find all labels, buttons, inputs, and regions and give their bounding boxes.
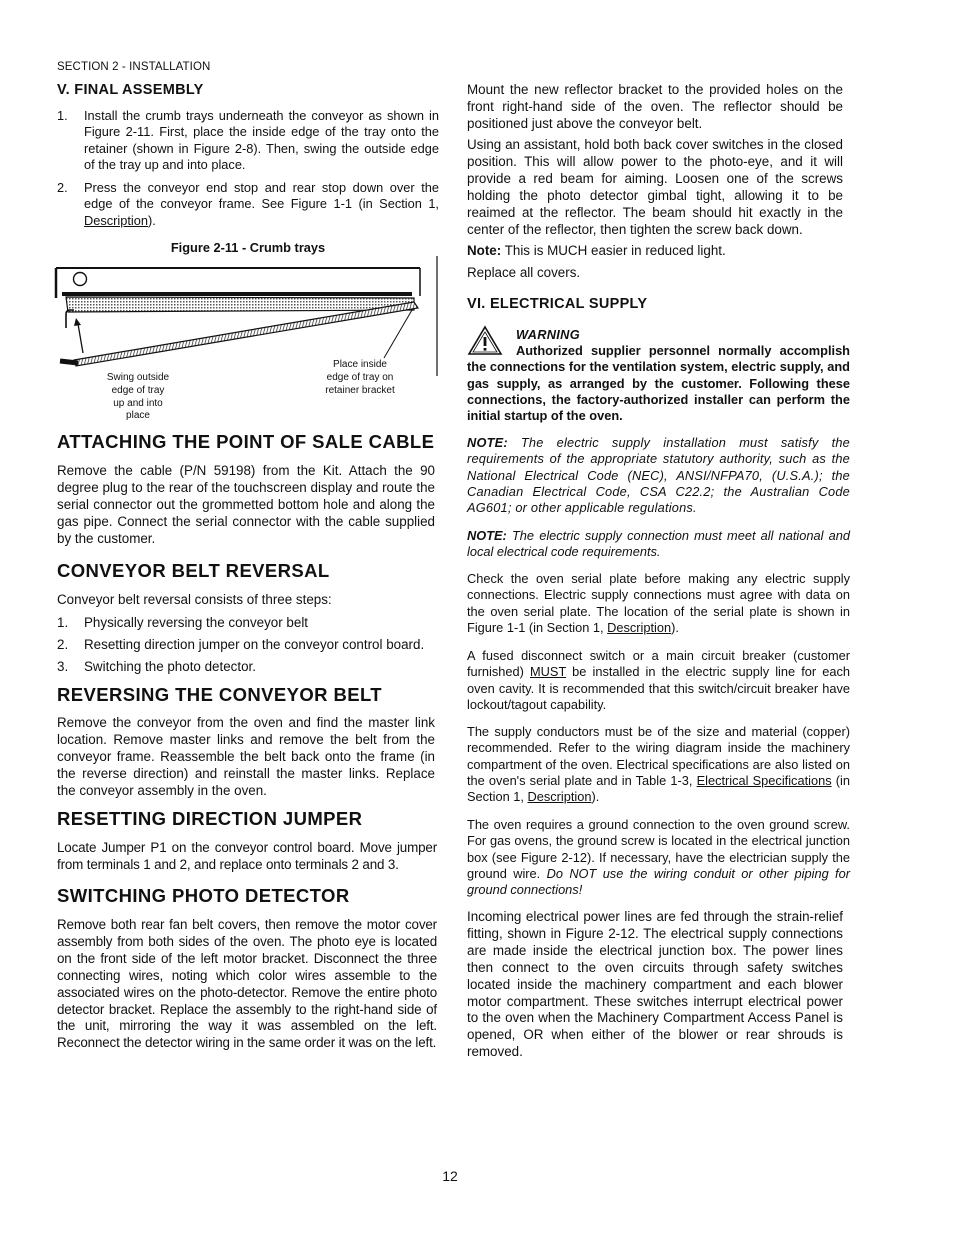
pos-cable-heading: ATTACHING THE POINT OF SALE CABLE [57, 431, 435, 452]
switching-detector-heading: SWITCHING PHOTO DETECTOR [57, 885, 350, 906]
conductors-paragraph: The supply conductors must be of the size and material (copper) recommended. Refer to the wiring diagram inside the machinery compartment of the oven. Electrical specifications are also listed on the oven's serial plate and in Table 1-3, Electrical Specifications (in Section 1, Description). [467, 724, 850, 805]
description-link[interactable]: Description [607, 619, 672, 635]
belt-reversal-heading: CONVEYOR BELT REVERSAL [57, 560, 330, 581]
figure-label-place: Place inside edge of tray on retainer bracket [325, 359, 395, 396]
reflector-paragraph: Mount the new reflector bracket to the provided holes on the front right-hand side of the oven. The reflector should be positioned just above the conveyor belt. [467, 82, 843, 131]
list-item: 3. Switching the photo detector. [57, 659, 256, 674]
reversing-belt-heading: REVERSING THE CONVEYOR BELT [57, 684, 382, 705]
switching-detector-body: Remove both rear fan belt covers, then remove the motor cover assembly from both sides of the oven. The photo eye is located on the front side of the left motor bracket. Disconnect the three connecting wires, noting which color wires assemble to the associated wires on the photo-detector. Remove the entire photo detector bracket. Replace the assembly to the right-hand side of the unit, mirroring the way it was assembled on the left. Reconnect the detector wiring in the same order it was on the left. [57, 917, 437, 1051]
description-link[interactable]: Description [84, 212, 149, 228]
note-national: NOTE: The electric supply connection must meet all national and local electrical code requirements. [467, 528, 850, 560]
page-number: 12 [442, 1168, 458, 1184]
note-easier: Note: This is MUCH easier in reduced light. [467, 243, 726, 258]
final-assembly-steps [57, 108, 439, 229]
warning-text: Authorized supplier personnel normally accomplish the connections for the ventilation system, electric supply, and gas supply, as arranged by the customer. Following these connections, the factory-authorized installer can perform the initial startup of the oven. [467, 343, 850, 424]
figure-caption: Figure 2-11 - Crumb trays [170, 240, 326, 255]
section-label: SECTION 2 - INSTALLATION [57, 61, 211, 73]
description-link[interactable]: Description [527, 789, 592, 805]
list-item: 1. Install the crumb trays underneath the conveyor as shown in Figure 2-11. First, place the inside edge of the tray onto the retainer (shown in Figure 2-8). Then, swing the outside edge of the tray up and into place. [57, 108, 439, 172]
figure-label-swing: Swing outside edge of tray up and into place [106, 372, 170, 422]
warning-title: WARNING [516, 327, 580, 342]
pos-cable-body: Remove the cable (P/N 59198) from the Kit. Attach the 90 degree plug to the rear of the touchscreen display and route the serial connector out the grommetted bottom hole and along the gas pipe. Connect the serial connector with the cable supplied by the customer. [57, 463, 435, 546]
belt-reversal-steps [57, 612, 439, 678]
reversing-belt-body: Remove the conveyor from the oven and find the master link location. Remove master links and remove the belt from the conveyor frame. Reassemble the belt back onto the frame (in the reverse direction) and reinstall the master links. Replace the conveyor assembly in the oven. [57, 715, 435, 798]
ground-paragraph: The oven requires a ground connection to the oven ground screw. For gas ovens, the ground screw is located in the electrical junction box (see Figure 2-12). If necessary, have the electrician supply the ground wire. Do NOT use the wiring conduit or other piping for ground connections! [467, 817, 850, 898]
resetting-jumper-body: Locate Jumper P1 on the conveyor control board. Move jumper from terminals 1 and 2, and replace onto terminals 2 and 3. [57, 840, 437, 872]
electrical-specs-link[interactable]: Electrical Specifications [696, 772, 832, 788]
list-item: 2. Press the conveyor end stop and rear stop down over the edge of the conveyor frame. See Figure 1-1 (in Section 1, Description). [57, 180, 439, 228]
serial-plate-paragraph: Check the oven serial plate before making any electric supply connections. Electric supply connections must agree with data on the oven serial plate. The location of the serial plate is shown in Figure 1-1 (in Section 1, Description). [467, 571, 850, 635]
belt-reversal-intro: Conveyor belt reversal consists of three steps: [57, 592, 332, 607]
replace-covers: Replace all covers. [467, 265, 581, 280]
note-statutory: NOTE: The electric supply installation must satisfy the requirements of the appropriate statutory authority, such as the National Electrical Code (NEC), ANSI/NFPA70, (U.S.A.); the Canadian Electrical Code, CSA C22.2; the Australian Code AG601; or other applicable regulations. [467, 435, 850, 516]
final-assembly-heading: V. FINAL ASSEMBLY [57, 82, 204, 98]
list-item: 1. Physically reversing the conveyor belt [57, 615, 309, 630]
resetting-jumper-heading: RESETTING DIRECTION JUMPER [57, 808, 363, 829]
power-lines-paragraph: Incoming electrical power lines are fed through the strain-relief fitting, shown in Figure 2-12. The electrical supply connections are made inside the electrical junction box. The power lines then connect to the oven circuits through safety switches located inside the machinery compartment and each blower motor compartment. These switches interrupt electrical power to the oven when the Machinery Compartment Access Panel is opened, OR when either of the blower or rear shrouds is removed. [467, 909, 843, 1060]
list-item: 2. Resetting direction jumper on the conveyor control board. [57, 637, 425, 652]
assistant-paragraph: Using an assistant, hold both back cover switches in the closed position. This will allow power to the photo-eye, and it will provide a red beam for aiming. Loosen one of the screws holding the photo detector gimbal tight, allowing it to be reaimed at the reflector. The beam should hit exactly in the center of the reflector, then tighten the screw back down. [467, 137, 843, 237]
electrical-heading: VI. ELECTRICAL SUPPLY [467, 296, 648, 312]
disconnect-paragraph: A fused disconnect switch or a main circuit breaker (customer furnished) MUST be installed in the electric supply line for each oven cavity. It is recommended that this switch/circuit breaker have lockout/tagout capability. [467, 648, 851, 712]
